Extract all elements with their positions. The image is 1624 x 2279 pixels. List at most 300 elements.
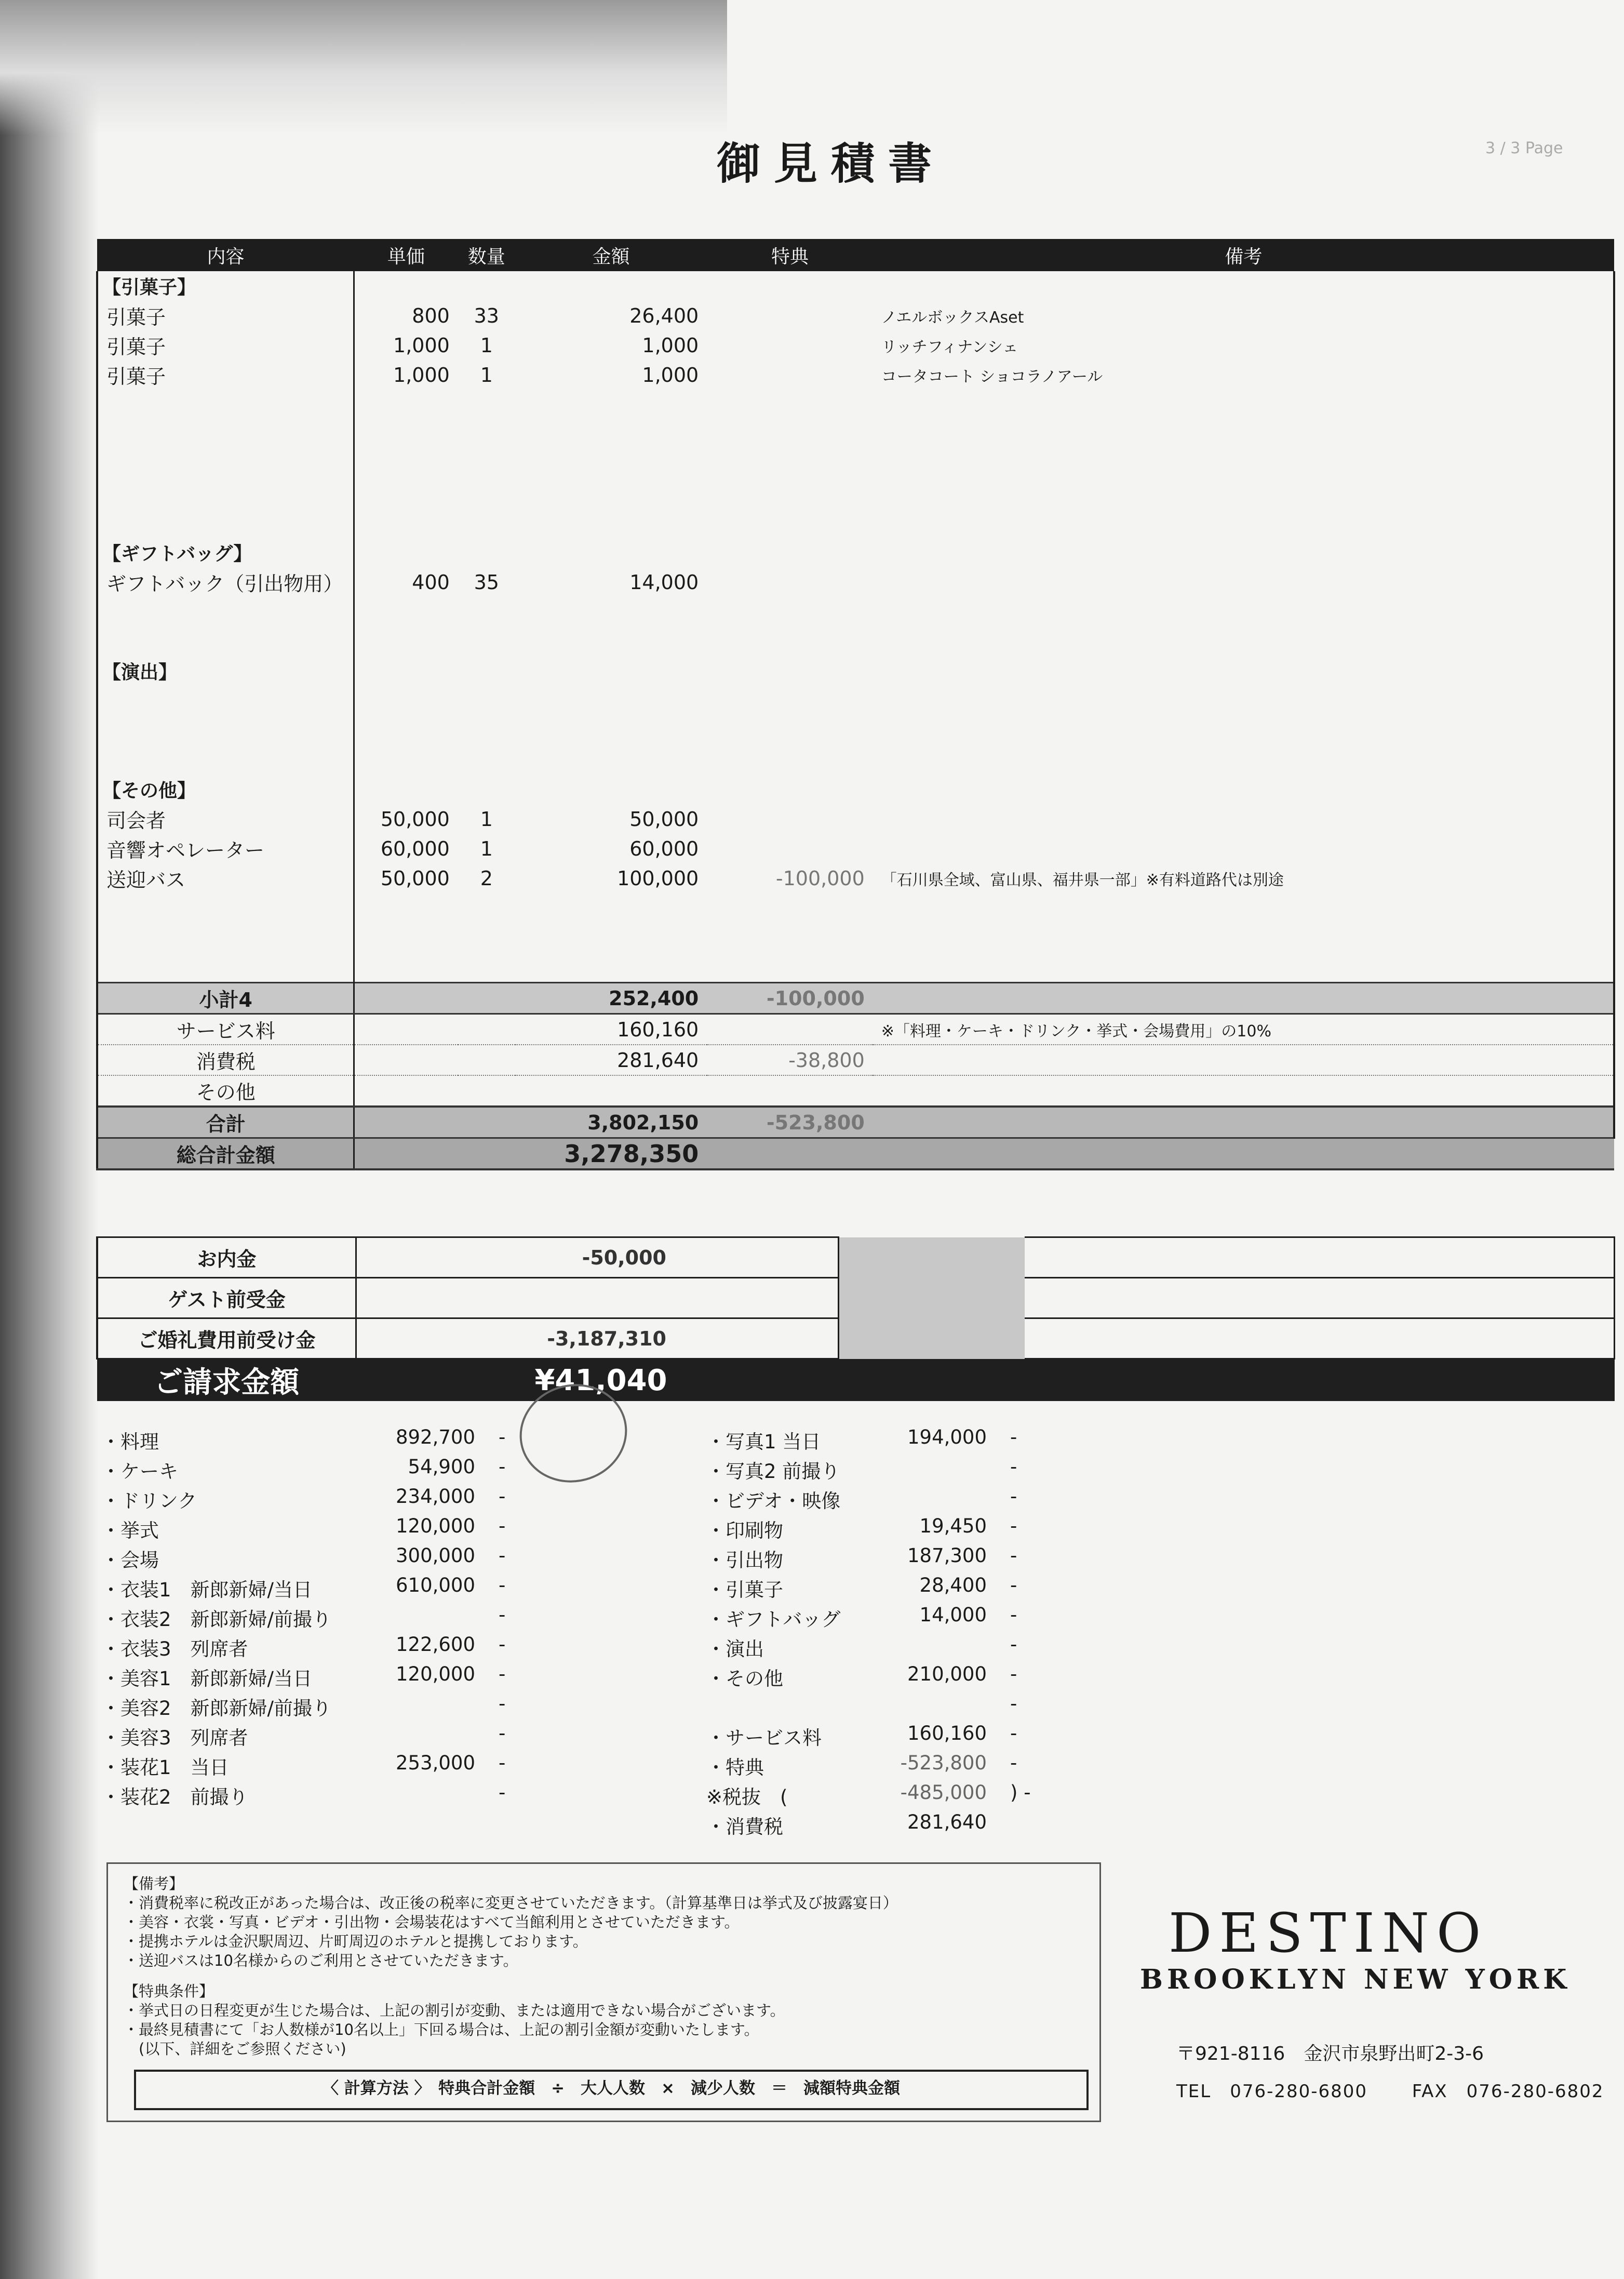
category-label: 【その他】 [97, 775, 354, 804]
breakdown-dash: ) - [1010, 1781, 1031, 1804]
page-title: 御見積書 [716, 138, 945, 189]
scan-shadow-top [0, 0, 727, 135]
breakdown-amount: 281,640 [907, 1811, 987, 1833]
breakdown-amount: 14,000 [919, 1604, 987, 1626]
item-qty: 35 [474, 570, 499, 594]
cell [515, 597, 707, 627]
cell [707, 1014, 873, 1045]
deposit-table [96, 1236, 1615, 1401]
conditions-title: 【特典条件】 [124, 1982, 214, 2000]
cell [707, 715, 873, 745]
item-amount: 1,000 [642, 363, 699, 387]
breakdown-dash: - [1010, 1544, 1017, 1567]
redacted-block [839, 1318, 1025, 1359]
breakdown-amount: -523,800 [900, 1752, 987, 1774]
cell [458, 923, 515, 952]
deposit-row [97, 1237, 1615, 1278]
deposit-value: -3,187,310 [356, 1318, 839, 1359]
line-item-row [97, 301, 1614, 330]
remark-line: ・消費税率に税改正があった場合は、改正後の税率に変更させていただきます。（計算基準日は挙式及び披露宴日） [124, 1894, 898, 1912]
cell [515, 745, 707, 775]
item-qty: 33 [474, 304, 499, 327]
cell [707, 923, 873, 952]
cell [873, 627, 1614, 656]
cell [707, 893, 873, 923]
cell [354, 1107, 458, 1138]
breakdown-dash: - [499, 1604, 506, 1626]
cell [873, 745, 1614, 775]
col-note: 備考 [873, 239, 1614, 271]
item-unit-price: 800 [412, 304, 450, 327]
cell [354, 983, 458, 1014]
cell [458, 478, 515, 508]
breakdown-label: ・ドリンク [101, 1490, 197, 1512]
cell [458, 419, 515, 449]
item-benefit [707, 804, 873, 834]
cell [515, 923, 707, 952]
breakdown-dash: - [499, 1456, 506, 1478]
cell [873, 656, 1614, 686]
cell [354, 923, 458, 952]
cell [515, 715, 707, 745]
breakdown-label: ・会場 [101, 1549, 159, 1571]
cell [354, 893, 458, 923]
breakdown-label: ・印刷物 [706, 1520, 783, 1542]
spacer-row [97, 449, 1614, 478]
cell [873, 686, 1614, 715]
cell [515, 952, 707, 983]
cell [458, 449, 515, 478]
cell [707, 1075, 873, 1107]
breakdown-label: ・美容3 列席者 [101, 1727, 248, 1749]
item-name: 音響オペレーター [97, 834, 354, 863]
spacer-row [97, 923, 1614, 952]
cell [97, 390, 354, 419]
cell [458, 715, 515, 745]
cell [515, 775, 707, 804]
cell [707, 538, 873, 567]
category-label: 【演出】 [97, 656, 354, 686]
cell [515, 686, 707, 715]
cell [354, 1014, 458, 1045]
cell [873, 1107, 1614, 1138]
cell [97, 478, 354, 508]
breakdown-amount: 160,160 [907, 1722, 987, 1744]
breakdown-label: ・挙式 [101, 1520, 159, 1542]
spacer-row [97, 893, 1614, 923]
item-amount: 1,000 [642, 334, 699, 357]
breakdown-label: ・ケーキ [101, 1460, 178, 1483]
total-benefit: -523,800 [707, 1107, 873, 1138]
cell [515, 893, 707, 923]
remarks-title: 【備考】 [124, 1875, 184, 1892]
breakdown-dash: - [499, 1544, 506, 1567]
item-benefit [707, 330, 873, 360]
line-item-row [97, 567, 1614, 597]
item-unit-price: 1,000 [393, 334, 450, 357]
col-unit-price: 単価 [354, 239, 458, 271]
breakdown-amount: 122,600 [395, 1633, 475, 1656]
item-note: リッチフィナンシェ [873, 330, 1614, 360]
cell [515, 1075, 707, 1107]
breakdown-label: ・衣装3 列席者 [101, 1638, 248, 1660]
cell [458, 597, 515, 627]
cell [97, 923, 354, 952]
spacer-row [97, 686, 1614, 715]
service-note: ※「料理・ケーキ・ドリンク・挙式・会場費用」の10% [873, 1014, 1614, 1045]
item-benefit: -100,000 [775, 867, 865, 890]
cell [354, 745, 458, 775]
breakdown-amount: -485,000 [900, 1781, 987, 1804]
breakdown-dash: - [1010, 1633, 1017, 1656]
breakdown-dash: - [1010, 1574, 1017, 1596]
cell [873, 983, 1614, 1014]
category-row [97, 538, 1614, 567]
breakdown-label: ・衣装1 新郎新婦/当日 [101, 1579, 313, 1601]
breakdown-dash: - [499, 1426, 506, 1448]
breakdown-dash: - [499, 1633, 506, 1656]
service-label: サービス料 [97, 1014, 354, 1045]
col-qty: 数量 [458, 239, 515, 271]
cell [354, 656, 458, 686]
cell [458, 983, 515, 1014]
item-unit-price: 50,000 [380, 807, 450, 831]
item-qty: 1 [480, 837, 493, 860]
item-qty: 1 [480, 807, 493, 831]
cell [97, 449, 354, 478]
cell [707, 271, 873, 301]
cell [707, 478, 873, 508]
breakdown-label: ・美容1 新郎新婦/当日 [101, 1668, 313, 1690]
estimate-table [96, 239, 1615, 1170]
service-amount: 160,160 [515, 1014, 707, 1045]
cell [873, 597, 1614, 627]
item-unit-price: 1,000 [393, 363, 450, 387]
breakdown-label: ・その他 [706, 1668, 783, 1690]
cell [97, 745, 354, 775]
deposit-row [97, 1278, 1615, 1318]
spacer-row [97, 715, 1614, 745]
breakdown-amount: 253,000 [395, 1752, 475, 1774]
col-content: 内容 [97, 239, 354, 271]
condition-line: ・最終見積書にて「お人数様が10名以上」下回る場合は、上記の割引金額が変動いたします。 [124, 2021, 759, 2038]
breakdown-amount: 120,000 [395, 1515, 475, 1537]
other-row [97, 1075, 1614, 1107]
breakdown-label: ・装花2 前撮り [101, 1786, 248, 1808]
cell [515, 538, 707, 567]
deposit-row [97, 1318, 1615, 1359]
cell [515, 478, 707, 508]
item-name: ギフトバック（引出物用） [97, 567, 354, 597]
breakdown-amount: 28,400 [919, 1574, 987, 1596]
breakdown-dash: - [499, 1574, 506, 1596]
breakdown-dash: - [1010, 1752, 1017, 1774]
category-label: 【引菓子】 [97, 271, 354, 301]
breakdown-label: ・写真1 当日 [706, 1431, 821, 1453]
breakdown-amount: 300,000 [395, 1544, 475, 1567]
cell [707, 390, 873, 419]
breakdown-dash: - [1010, 1456, 1017, 1478]
service-row [97, 1014, 1614, 1045]
cell [707, 508, 873, 538]
cell [354, 419, 458, 449]
cell [458, 627, 515, 656]
breakdown-label: ・演出 [706, 1638, 764, 1660]
item-note: 「石川県全域、富山県、福井県一部」※有料道路代は別途 [873, 863, 1614, 893]
cell [873, 1075, 1614, 1107]
item-note: コータコート ショコラノアール [873, 360, 1614, 390]
item-amount: 60,000 [629, 837, 699, 860]
category-row [97, 775, 1614, 804]
breakdown-label: ・料理 [101, 1431, 159, 1453]
cell [458, 1075, 515, 1107]
fax-number: FAX 076-280-6802 [1412, 2081, 1604, 2102]
cell [458, 686, 515, 715]
cell [97, 419, 354, 449]
cell [354, 478, 458, 508]
cell [458, 893, 515, 923]
cell [97, 627, 354, 656]
cell [707, 1138, 1614, 1170]
cell [458, 271, 515, 301]
breakdown-dash: - [499, 1722, 506, 1744]
category-label: 【ギフトバッグ】 [97, 538, 354, 567]
line-item-row [97, 330, 1614, 360]
total-amount: 3,802,150 [515, 1107, 707, 1138]
item-name: 送迎バス [97, 863, 354, 893]
notes-box [106, 1862, 1101, 2122]
breakdown-amount: 19,450 [919, 1515, 987, 1537]
cell [873, 508, 1614, 538]
cell [354, 775, 458, 804]
redacted-block [839, 1237, 1025, 1278]
remark-line: ・美容・衣裳・写真・ビデオ・引出物・会場装花はすべて当館利用とさせていただきます。 [124, 1913, 740, 1931]
item-qty: 1 [480, 363, 493, 387]
breakdown-label: ・写真2 前撮り [706, 1460, 840, 1483]
item-note [873, 804, 1614, 834]
company-phone [1176, 2077, 1604, 2102]
total-row [97, 1107, 1614, 1138]
cell [707, 597, 873, 627]
cell [873, 923, 1614, 952]
cell [515, 390, 707, 419]
item-note [873, 567, 1614, 597]
breakdown-amount: 234,000 [395, 1485, 475, 1508]
cell [458, 538, 515, 567]
breakdown-dash: - [1010, 1692, 1017, 1715]
breakdown-amount: 610,000 [395, 1574, 475, 1596]
breakdown-label: ・ビデオ・映像 [706, 1490, 841, 1512]
breakdown-amount: 194,000 [907, 1426, 987, 1448]
item-unit-price: 60,000 [380, 837, 450, 860]
spacer-row [97, 597, 1614, 627]
cell [839, 1359, 1615, 1402]
cell [458, 508, 515, 538]
spacer-row [97, 419, 1614, 449]
spacer-row [97, 508, 1614, 538]
cell [515, 508, 707, 538]
breakdown-amount: 120,000 [395, 1663, 475, 1685]
breakdown-amount: 187,300 [907, 1544, 987, 1567]
item-qty: 2 [480, 867, 493, 890]
table-header [97, 239, 1614, 271]
deposit-label: ご婚礼費用前受け金 [97, 1318, 356, 1359]
breakdown-dash: - [1010, 1515, 1017, 1537]
company-logo-sub: BROOKLYN NEW YORK [1140, 1964, 1571, 1995]
tax-label: 消費税 [97, 1045, 354, 1075]
cell [707, 952, 873, 983]
remark-line: ・提携ホテルは金沢駅周辺、片町周辺のホテルと提携しております。 [124, 1933, 588, 1950]
breakdown-dash: - [499, 1515, 506, 1537]
grand-total-row [97, 1138, 1614, 1170]
breakdown-dash: - [499, 1485, 506, 1508]
category-row [97, 271, 1614, 301]
item-amount: 50,000 [629, 807, 699, 831]
item-benefit [707, 834, 873, 863]
breakdown-label: ・美容2 新郎新婦/前撮り [101, 1697, 332, 1720]
calc-method: 〈 計算方法 〉 特典合計金額 ÷ 大人人数 × 減少人数 ＝ 減額特典金額 [134, 2070, 1089, 2110]
cell [458, 1107, 515, 1138]
cell [458, 775, 515, 804]
cell [515, 419, 707, 449]
breakdown-dash: - [1010, 1485, 1017, 1508]
tax-benefit: -38,800 [707, 1045, 873, 1075]
bill-row [97, 1359, 1615, 1402]
line-item-row [97, 834, 1614, 863]
cell [97, 715, 354, 745]
cell [458, 1014, 515, 1045]
line-item-row [97, 863, 1614, 893]
cell [354, 686, 458, 715]
breakdown-dash: - [499, 1781, 506, 1804]
cell [515, 449, 707, 478]
breakdown-label: ・衣装2 新郎新婦/前撮り [101, 1608, 332, 1631]
cell [1025, 1318, 1615, 1359]
grand-total-label: 総合計金額 [97, 1138, 354, 1170]
cell [707, 656, 873, 686]
item-name: 引菓子 [97, 301, 354, 330]
item-benefit [707, 567, 873, 597]
bill-amount: ¥41,040 [356, 1359, 839, 1402]
item-benefit [707, 360, 873, 390]
cell [515, 656, 707, 686]
company-address: 〒921-8116 金沢市泉野出町2-3-6 [1176, 2043, 1484, 2064]
item-note [873, 834, 1614, 863]
cell [354, 1045, 458, 1075]
breakdown-dash: - [499, 1752, 506, 1774]
spacer-row [97, 745, 1614, 775]
cell [458, 656, 515, 686]
breakdown-amount: 54,900 [408, 1456, 475, 1478]
cell [97, 893, 354, 923]
breakdown-label: ・消費税 [706, 1816, 783, 1838]
cell [707, 419, 873, 449]
page-number: 3 / 3 Page [1485, 139, 1563, 157]
cell [1025, 1278, 1615, 1318]
breakdown-dash: - [1010, 1604, 1017, 1626]
tax-amount: 281,640 [515, 1045, 707, 1075]
item-name: 引菓子 [97, 330, 354, 360]
line-item-row [97, 360, 1614, 390]
item-unit-price: 50,000 [380, 867, 450, 890]
breakdown-dash: - [1010, 1426, 1017, 1448]
col-benefit: 特典 [707, 239, 873, 271]
cell [97, 597, 354, 627]
cell [354, 1075, 458, 1107]
cell [354, 597, 458, 627]
col-amount: 金額 [515, 239, 707, 271]
spacer-row [97, 627, 1614, 656]
cell [707, 775, 873, 804]
cell [458, 1045, 515, 1075]
cell [354, 538, 458, 567]
cell [873, 390, 1614, 419]
cell [97, 686, 354, 715]
cell [873, 715, 1614, 745]
cell [873, 419, 1614, 449]
cell [354, 271, 458, 301]
breakdown-dash: - [1010, 1722, 1017, 1744]
breakdown-label: ・装花1 当日 [101, 1756, 229, 1779]
cell [97, 952, 354, 983]
redacted-block [839, 1278, 1025, 1318]
breakdown-label: ・引出物 [706, 1549, 783, 1571]
cell [707, 686, 873, 715]
subtotal-row [97, 983, 1614, 1014]
bill-label: ご請求金額 [97, 1359, 356, 1402]
total-label: 合計 [97, 1107, 354, 1138]
grand-total-amount: 3,278,350 [354, 1138, 707, 1170]
cell [707, 449, 873, 478]
cell [354, 390, 458, 419]
cell [458, 390, 515, 419]
breakdown-amount: 210,000 [907, 1663, 987, 1685]
cell [873, 538, 1614, 567]
cell [458, 745, 515, 775]
breakdown-label: ・サービス料 [706, 1727, 822, 1749]
tax-row [97, 1045, 1614, 1075]
cell [707, 627, 873, 656]
breakdown-label: ・ギフトバッグ [706, 1608, 841, 1631]
cell [873, 952, 1614, 983]
tel-number: TEL 076-280-6800 [1176, 2081, 1368, 2102]
breakdown-label: ・特典 [706, 1756, 764, 1779]
deposit-value [356, 1278, 839, 1318]
breakdown-label: ・引菓子 [706, 1579, 783, 1601]
cell [515, 627, 707, 656]
subtotal-amount: 252,400 [515, 983, 707, 1014]
scan-shadow-left [0, 0, 99, 2279]
cell [873, 775, 1614, 804]
cell [458, 952, 515, 983]
condition-line: ・挙式日の日程変更が生じた場合は、上記の割引が変動、または適用できない場合がございます。 [124, 2002, 785, 2019]
remark-line: ・送迎バスは10名様からのご利用とさせていただきます。 [124, 1952, 518, 1969]
item-amount: 26,400 [629, 304, 699, 327]
cell [354, 508, 458, 538]
item-qty: 1 [480, 334, 493, 357]
breakdown-dash: - [1010, 1663, 1017, 1685]
item-unit-price: 400 [412, 570, 450, 594]
deposit-label: お内金 [97, 1237, 356, 1278]
company-logo: DESTINO [1169, 1901, 1488, 1965]
subtotal-benefit: -100,000 [707, 983, 873, 1014]
item-benefit [707, 301, 873, 330]
condition-line: (以下、詳細をご参照ください) [124, 2040, 346, 2058]
cell [97, 508, 354, 538]
cell [515, 271, 707, 301]
cell [873, 271, 1614, 301]
cell [354, 715, 458, 745]
